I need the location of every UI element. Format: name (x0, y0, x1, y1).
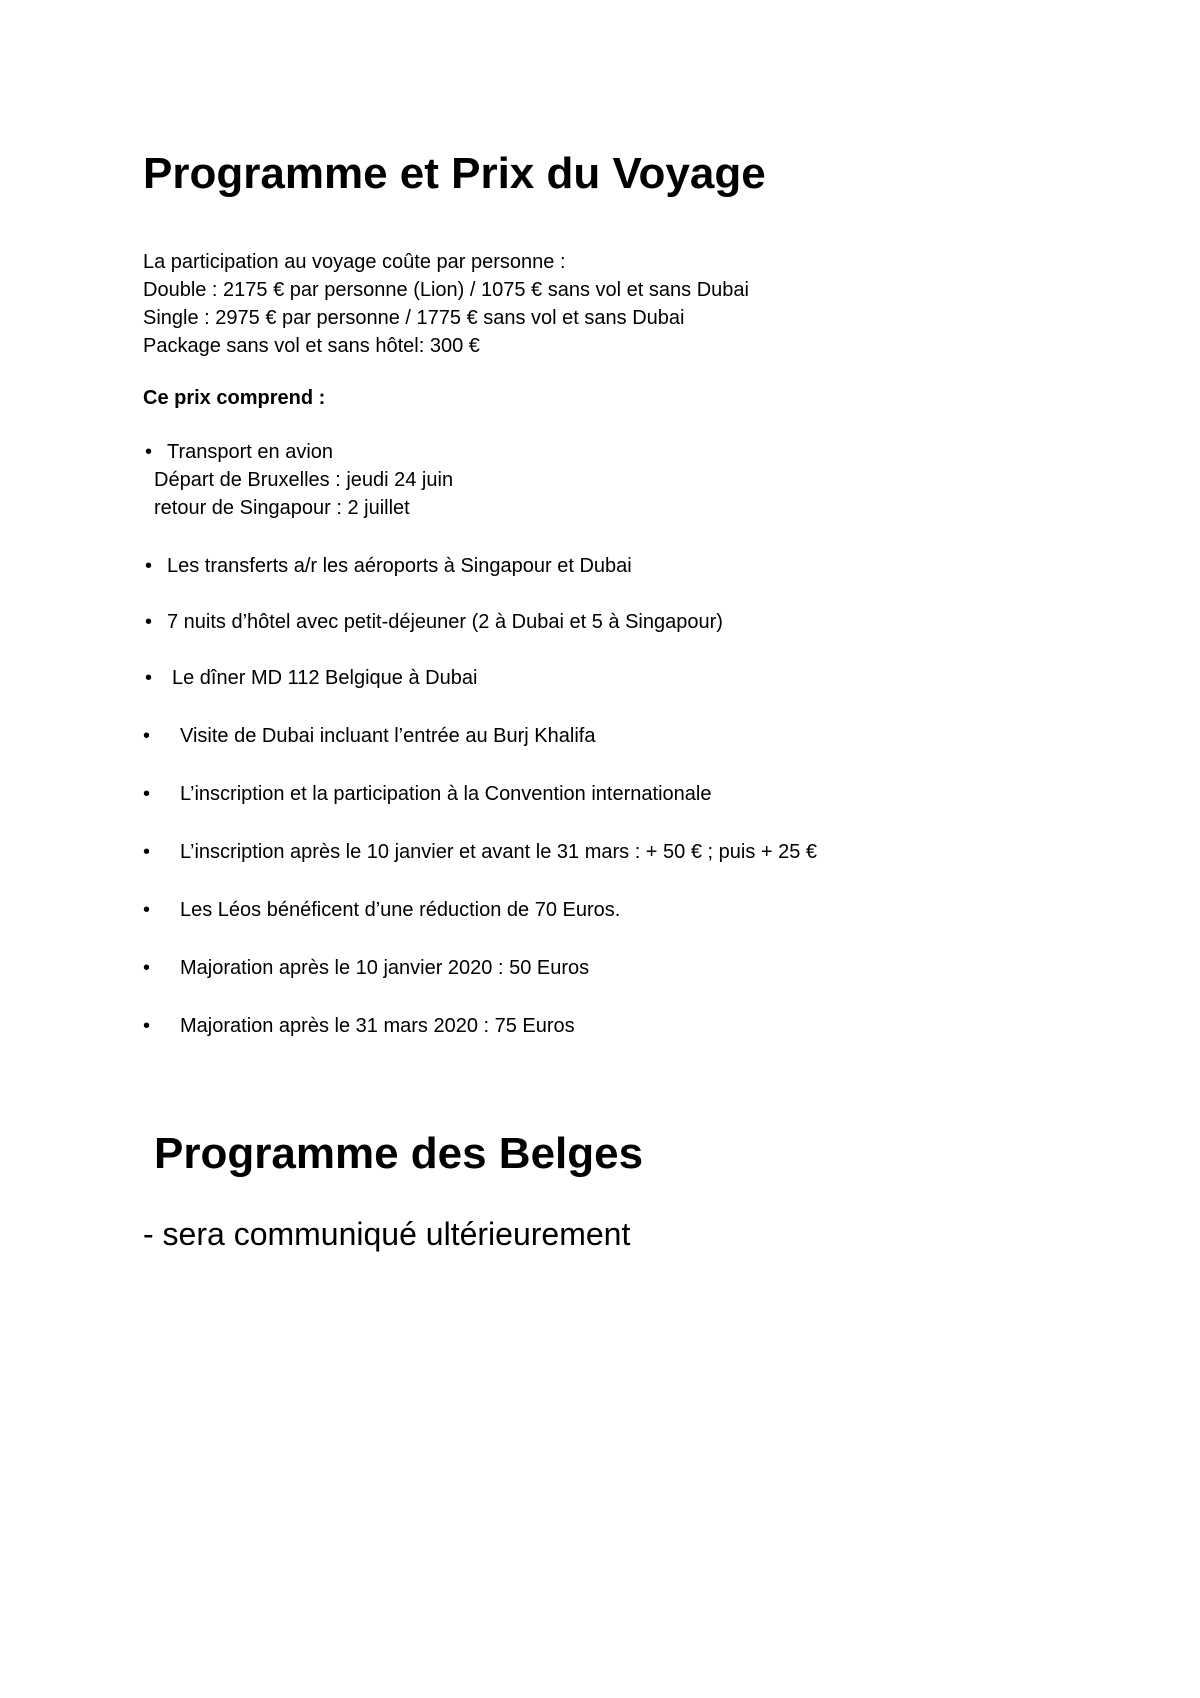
bullet-icon: • (143, 725, 151, 747)
bullet-icon: • (143, 841, 151, 863)
list-item-text: Les transferts a/r les aéroports à Singapour et Dubai (167, 555, 632, 577)
price-intro (143, 248, 749, 360)
bullet-icon: • (143, 1015, 151, 1037)
bullet-icon: • (143, 783, 151, 805)
list-item-text: Le dîner MD 112 Belgique à Dubai (172, 667, 478, 689)
bullet-icon: • (143, 899, 151, 921)
list-item-text: Majoration après le 10 janvier 2020 : 50 Euros (180, 957, 590, 979)
departure-detail: Départ de Bruxelles : jeudi 24 juin (154, 469, 454, 491)
price-double-line: Double : 2175 € par personne (Lion) / 1075 € sans vol et sans Dubai (143, 279, 749, 301)
price-package-line: Package sans vol et sans hôtel: 300 € (143, 335, 480, 357)
list-item-text: 7 nuits d’hôtel avec petit-déjeuner (2 à Dubai et 5 à Singapour) (167, 611, 723, 633)
page-title: Programme et Prix du Voyage (143, 149, 766, 198)
list-item-text: L’inscription et la participation à la Convention internationale (180, 783, 712, 805)
price-intro-line: La participation au voyage coûte par personne : (143, 251, 566, 273)
bullet-icon: • (145, 441, 153, 463)
bullet-icon: • (145, 555, 153, 577)
bullet-icon: • (145, 611, 153, 633)
return-detail: retour de Singapour : 2 juillet (154, 497, 410, 519)
list-item-text: Majoration après le 31 mars 2020 : 75 Euros (180, 1015, 575, 1037)
section-note: - sera communiqué ultérieurement (143, 1216, 631, 1252)
section-title-belgian-programme: Programme des Belges (154, 1129, 644, 1178)
list-item-text: Les Léos bénéficent d’une réduction de 70 Euros. (180, 899, 621, 921)
price-single-line: Single : 2975 € par personne / 1775 € sans vol et sans Dubai (143, 307, 685, 329)
includes-heading: Ce prix comprend : (143, 387, 326, 409)
bullet-icon: • (143, 957, 151, 979)
list-item-text: Transport en avion (167, 441, 334, 463)
list-item-text: Visite de Dubai incluant l’entrée au Burj Khalifa (180, 725, 596, 747)
bullet-icon: • (145, 667, 153, 689)
list-item-text: L’inscription après le 10 janvier et avant le 31 mars : + 50 € ; puis + 25 € (180, 841, 818, 863)
